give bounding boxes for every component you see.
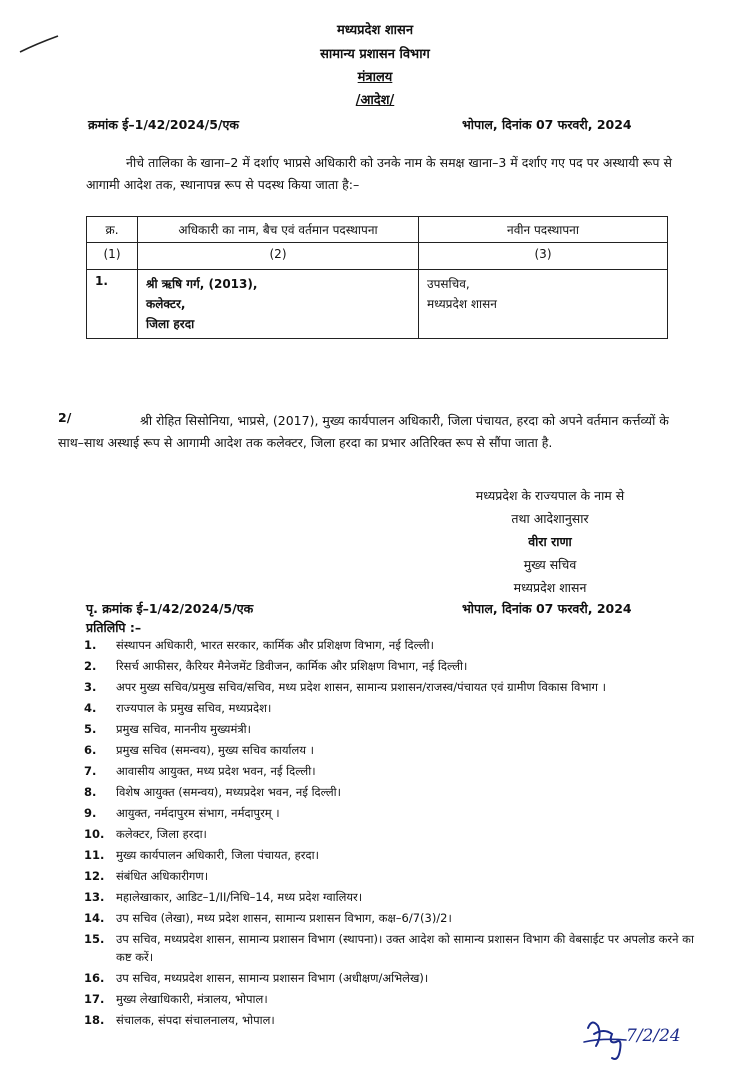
para2-number: 2/ xyxy=(58,410,72,425)
list-item: 10. कलेक्टर, जिला हरदा। xyxy=(84,827,207,841)
officer-name: श्री ऋषि गर्ग, (2013), xyxy=(146,277,258,291)
order-place-date: भोपाल, दिनांक 07 फरवरी, 2024 xyxy=(462,117,632,132)
header-order xyxy=(0,90,750,108)
header-state-govt: मध्यप्रदेश शासन xyxy=(336,23,414,38)
copy-list xyxy=(84,636,694,1032)
list-item: 14. उप सचिव (लेखा), मध्य प्रदेश शासन, सामान्य प्रशासन विभाग, कक्ष–6/7(3)/2। xyxy=(84,911,452,925)
header-ministry-text: मंत्रालय xyxy=(357,70,393,85)
list-item: 6. प्रमुख सचिव (समन्वय), मुख्य सचिव कार्यालय । xyxy=(84,743,314,757)
header-department: सामान्य प्रशासन विभाग xyxy=(320,47,430,62)
signature-block xyxy=(400,484,700,599)
endorsement-number: पृ. क्रमांक ई–1/42/2024/5/एक xyxy=(86,601,254,616)
list-item: 3. अपर मुख्य सचिव/प्रमुख सचिव/सचिव, मध्य प्रदेश शासन, सामान्य प्रशासन/राजस्व/पंचायत एवं ग्रामीण विकास विभाग । xyxy=(84,680,606,694)
endorsement-place-date: भोपाल, दिनांक 07 फरवरी, 2024 xyxy=(462,601,632,616)
list-item: 12. संबंधित अधिकारीगण। xyxy=(84,869,209,883)
signature-line1: मध्यप्रदेश के राज्यपाल के नाम से xyxy=(475,488,625,503)
order-number: क्रमांक ई–1/42/2024/5/एक xyxy=(88,117,240,132)
officer-current-post: कलेक्टर, xyxy=(146,297,186,311)
list-item: 16. उप सचिव, मध्यप्रदेश शासन, सामान्य प्रशासन विभाग (अधीक्षण/अभिलेख)। xyxy=(84,971,429,985)
table-header-row xyxy=(87,217,668,243)
list-item: 2. रिसर्च आफीसर, कैरियर मैनेजमेंट डिवीजन, कार्मिक और प्रशिक्षण विभाग, नई दिल्ली। xyxy=(84,659,468,673)
list-item: 5. प्रमुख सचिव, माननीय मुख्यमंत्री। xyxy=(84,722,252,736)
list-item: 8. विशेष आयुक्त (समन्वय), मध्यप्रदेश भवन, नई दिल्ली। xyxy=(84,785,341,799)
new-posting-office: मध्यप्रदेश शासन xyxy=(427,297,497,311)
list-item: 18. संचालक, संपदा संचालनालय, भोपाल। xyxy=(84,1013,275,1027)
signatory-designation: मुख्य सचिव xyxy=(523,557,577,572)
header-officer: अधिकारी का नाम, बैच एवं वर्तमान पदस्थापना xyxy=(138,217,419,243)
table-colnum-row xyxy=(87,243,668,270)
handwritten-date: 7/2/24 xyxy=(626,1026,681,1046)
posting-table xyxy=(86,216,668,339)
colnum-1: (1) xyxy=(87,243,138,270)
table-row xyxy=(87,270,668,339)
copy-label: प्रतिलिपि :– xyxy=(86,620,142,635)
list-item: 9. आयुक्त, नर्मदापुरम संभाग, नर्मदापुरम् । xyxy=(84,806,280,820)
list-item: 4. राज्यपाल के प्रमुख सचिव, मध्यप्रदेश। xyxy=(84,701,272,715)
header-sno: क्र. xyxy=(87,217,138,243)
signatory-name: वीरा राणा xyxy=(528,534,572,549)
row-sno: 1. xyxy=(87,270,138,339)
header-ministry xyxy=(0,67,750,85)
para2-text: श्री रोहित सिसोनिया, भाप्रसे, (2017), मुख्य कार्यपालन अधिकारी, जिला पंचायत, हरदा को अपने वर्तमान कर्त्तव्यों के साथ–साथ अस्थाई रूप से आगामी आदेश तक कलेक्टर, जिला हरदा का प्रभार अतिरिक्त रूप से सौंपा जाता है. xyxy=(58,413,669,450)
signatory-office: मध्यप्रदेश शासन xyxy=(513,580,587,595)
list-item: 15. उप सचिव, मध्यप्रदेश शासन, सामान्य प्रशासन विभाग (स्थापना)। उक्त आदेश को सामान्य प्रशासन विभाग की वेबसाईट पर अपलोड करने का कष्ट करें। xyxy=(84,932,694,964)
colnum-2: (2) xyxy=(138,243,419,270)
signature-line2: तथा आदेशानुसार xyxy=(511,511,589,526)
list-item: 1. संस्थापन अधिकारी, भारत सरकार, कार्मिक और प्रशिक्षण विभाग, नई दिल्ली। xyxy=(84,638,434,652)
new-posting-title: उपसचिव, xyxy=(427,277,470,291)
intro-paragraph: नीचे तालिका के खाना–2 में दर्शाए भाप्रसे अधिकारी को उनके नाम के समक्ष खाना–3 में दर्शाए गए पद पर अस्थायी रूप से आगामी आदेश तक, स्थानापन्न रूप से पदस्थ किया जाता है:– xyxy=(86,155,672,192)
officer-district: जिला हरदा xyxy=(146,317,195,331)
row-new-posting xyxy=(419,270,668,339)
header-new-posting: नवीन पदस्थापना xyxy=(419,217,668,243)
list-item: 11. मुख्य कार्यपालन अधिकारी, जिला पंचायत, हरदा। xyxy=(84,848,319,862)
list-item: 13. महालेखाकार, आडिट–1/II/निधि–14, मध्य प्रदेश ग्वालियर। xyxy=(84,890,363,904)
list-item: 17. मुख्य लेखाधिकारी, मंत्रालय, भोपाल। xyxy=(84,992,268,1006)
list-item: 7. आवासीय आयुक्त, मध्य प्रदेश भवन, नई दिल्ली। xyxy=(84,764,316,778)
colnum-3: (3) xyxy=(419,243,668,270)
header-order-text: /आदेश/ xyxy=(355,93,395,108)
row-officer xyxy=(138,270,419,339)
